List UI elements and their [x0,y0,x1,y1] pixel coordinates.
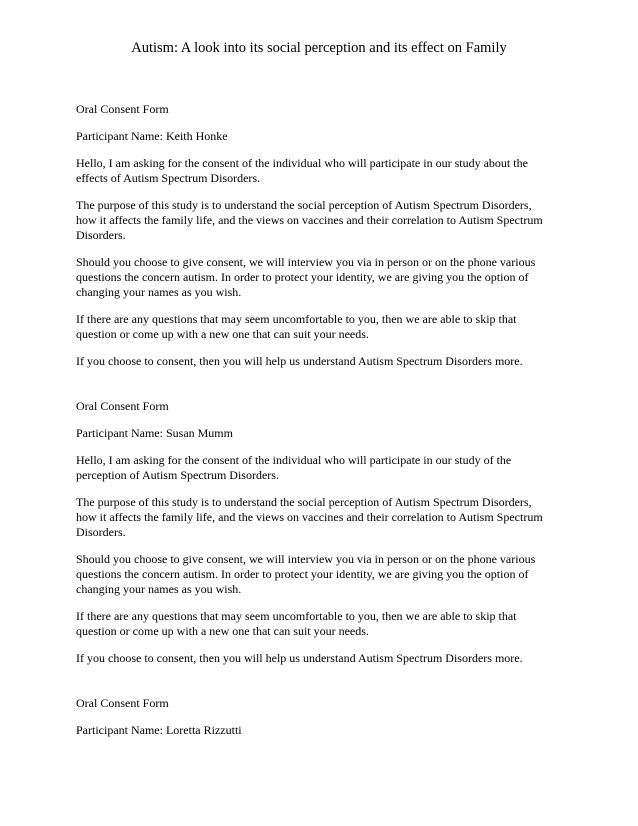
text-line: how it affects the family life, and the views on vaccines and their correlation to Autism Spectrum [76,213,543,227]
paragraph-questions [76,609,576,639]
text-line: Should you choose to give consent, we will interview you via in person or on the phone various [76,255,536,269]
paragraph-greeting [76,156,576,186]
paragraph-purpose [76,198,576,243]
section-heading: Oral Consent Form [76,102,169,116]
text-line: changing your names as you wish. [76,582,242,596]
consent-form-section [76,696,576,738]
participant-name: Participant Name: Keith Honke [76,129,228,143]
text-line: Hello, I am asking for the consent of the individual who will participate in our study about the [76,156,528,170]
paragraph-greeting [76,453,576,483]
paragraph-interview [76,552,576,597]
consent-form-section [76,102,576,369]
text-line: changing your names as you wish. [76,285,242,299]
section-heading: Oral Consent Form [76,696,169,710]
text-line: The purpose of this study is to understand the social perception of Autism Spectrum Disorders, [76,198,532,212]
text-line: questions the concern autism. In order to protect your identity, we are giving you the option of [76,567,529,581]
text-line: questions the concern autism. In order to protect your identity, we are giving you the option of [76,270,529,284]
participant-name: Participant Name: Susan Mumm [76,426,233,440]
text-line: question or come up with a new one that can suit your needs. [76,624,369,638]
paragraph-interview [76,255,576,300]
paragraph-closing [76,354,576,369]
document-title: Autism: A look into its social perception and its effect on Family [131,40,507,56]
text-line: effects of Autism Spectrum Disorders. [76,171,261,185]
text-line: how it affects the family life, and the views on vaccines and their correlation to Autism Spectrum [76,510,543,524]
text-line: Disorders. [76,525,126,539]
paragraph-closing [76,651,576,666]
text-line: The purpose of this study is to understand the social perception of Autism Spectrum Disorders, [76,495,532,509]
document-body [76,102,576,750]
section-heading: Oral Consent Form [76,399,169,413]
text-line: If there are any questions that may seem uncomfortable to you, then we are able to skip that [76,609,517,623]
text-line: Disorders. [76,228,126,242]
text-line: Should you choose to give consent, we will interview you via in person or on the phone various [76,552,536,566]
text-line: question or come up with a new one that can suit your needs. [76,327,369,341]
paragraph-questions [76,312,576,342]
consent-form-section [76,399,576,666]
text-line: perception of Autism Spectrum Disorders. [76,468,279,482]
text-line: If you choose to consent, then you will help us understand Autism Spectrum Disorders more. [76,354,523,368]
text-line: If there are any questions that may seem uncomfortable to you, then we are able to skip that [76,312,517,326]
participant-name: Participant Name: Loretta Rizzutti [76,723,242,737]
text-line: If you choose to consent, then you will help us understand Autism Spectrum Disorders more. [76,651,523,665]
text-line: Hello, I am asking for the consent of the individual who will participate in our study of the [76,453,512,467]
paragraph-purpose [76,495,576,540]
